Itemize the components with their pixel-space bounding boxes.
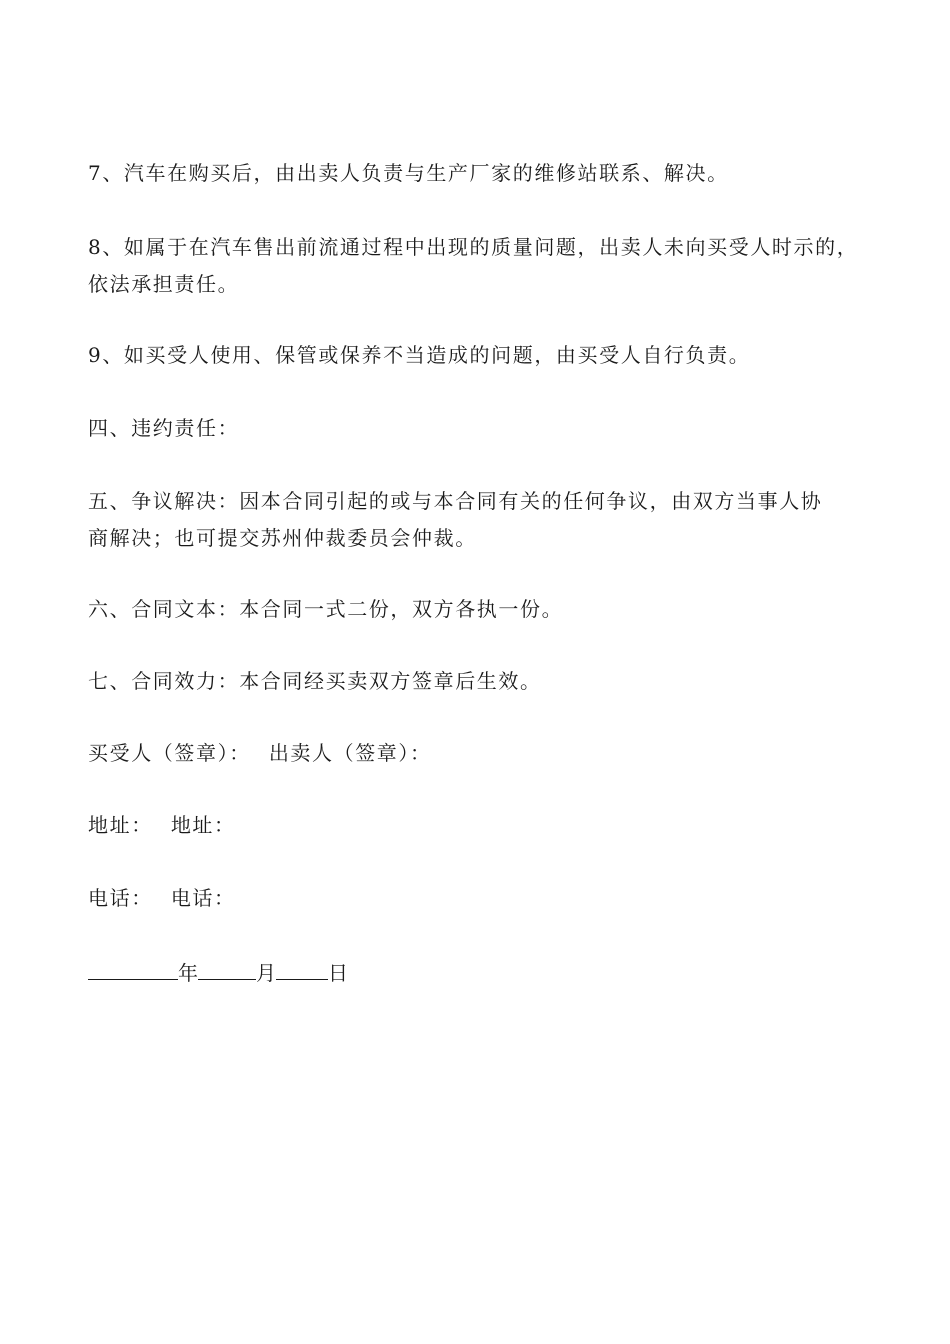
clause-8-line-1: 8、如属于在汽车售出前流通过程中出现的质量问题，出卖人未向买受人时示的， — [88, 235, 859, 259]
buyer-phone-label: 电话： — [88, 886, 153, 910]
buyer-signature-label: 买受人（签章）： — [88, 741, 251, 765]
month-blank — [198, 953, 256, 980]
section-5-line-1: 五、争议解决：因本合同引起的或与本合同有关的任何争议，由双方当事人协 — [88, 489, 823, 513]
year-blank — [88, 953, 178, 980]
year-label: 年 — [178, 961, 198, 985]
month-label: 月 — [256, 961, 276, 985]
section-7-contract-effect: 七、合同效力：本合同经买卖双方签章后生效。 — [88, 669, 542, 693]
section-6-contract-copies: 六、合同文本：本合同一式二份，双方各执一份。 — [88, 597, 564, 621]
section-5-dispute-resolution — [88, 483, 888, 557]
buyer-address-label: 地址： — [88, 813, 153, 837]
seller-phone-label: 电话： — [170, 886, 236, 910]
clause-7: 7、汽车在购买后，由出卖人负责与生产厂家的维修站联系、解决。 — [88, 161, 729, 185]
section-4-breach-liability: 四、违约责任： — [88, 416, 240, 440]
clause-9: 9、如买受人使用、保管或保养不当造成的问题，由买受人自行负责。 — [88, 343, 751, 367]
date-line — [88, 953, 348, 992]
day-label: 日 — [328, 961, 348, 985]
clause-8-line-2: 依法承担责任。 — [88, 272, 240, 296]
seller-address-label: 地址： — [170, 813, 236, 837]
signature-row — [88, 735, 888, 772]
section-5-line-2: 商解决；也可提交苏州仲裁委员会仲裁。 — [88, 526, 477, 550]
seller-signature-label: 出卖人（签章）： — [268, 741, 432, 765]
day-blank — [276, 953, 328, 980]
phone-row — [88, 880, 888, 917]
clause-8 — [88, 229, 888, 303]
address-row — [88, 807, 888, 844]
